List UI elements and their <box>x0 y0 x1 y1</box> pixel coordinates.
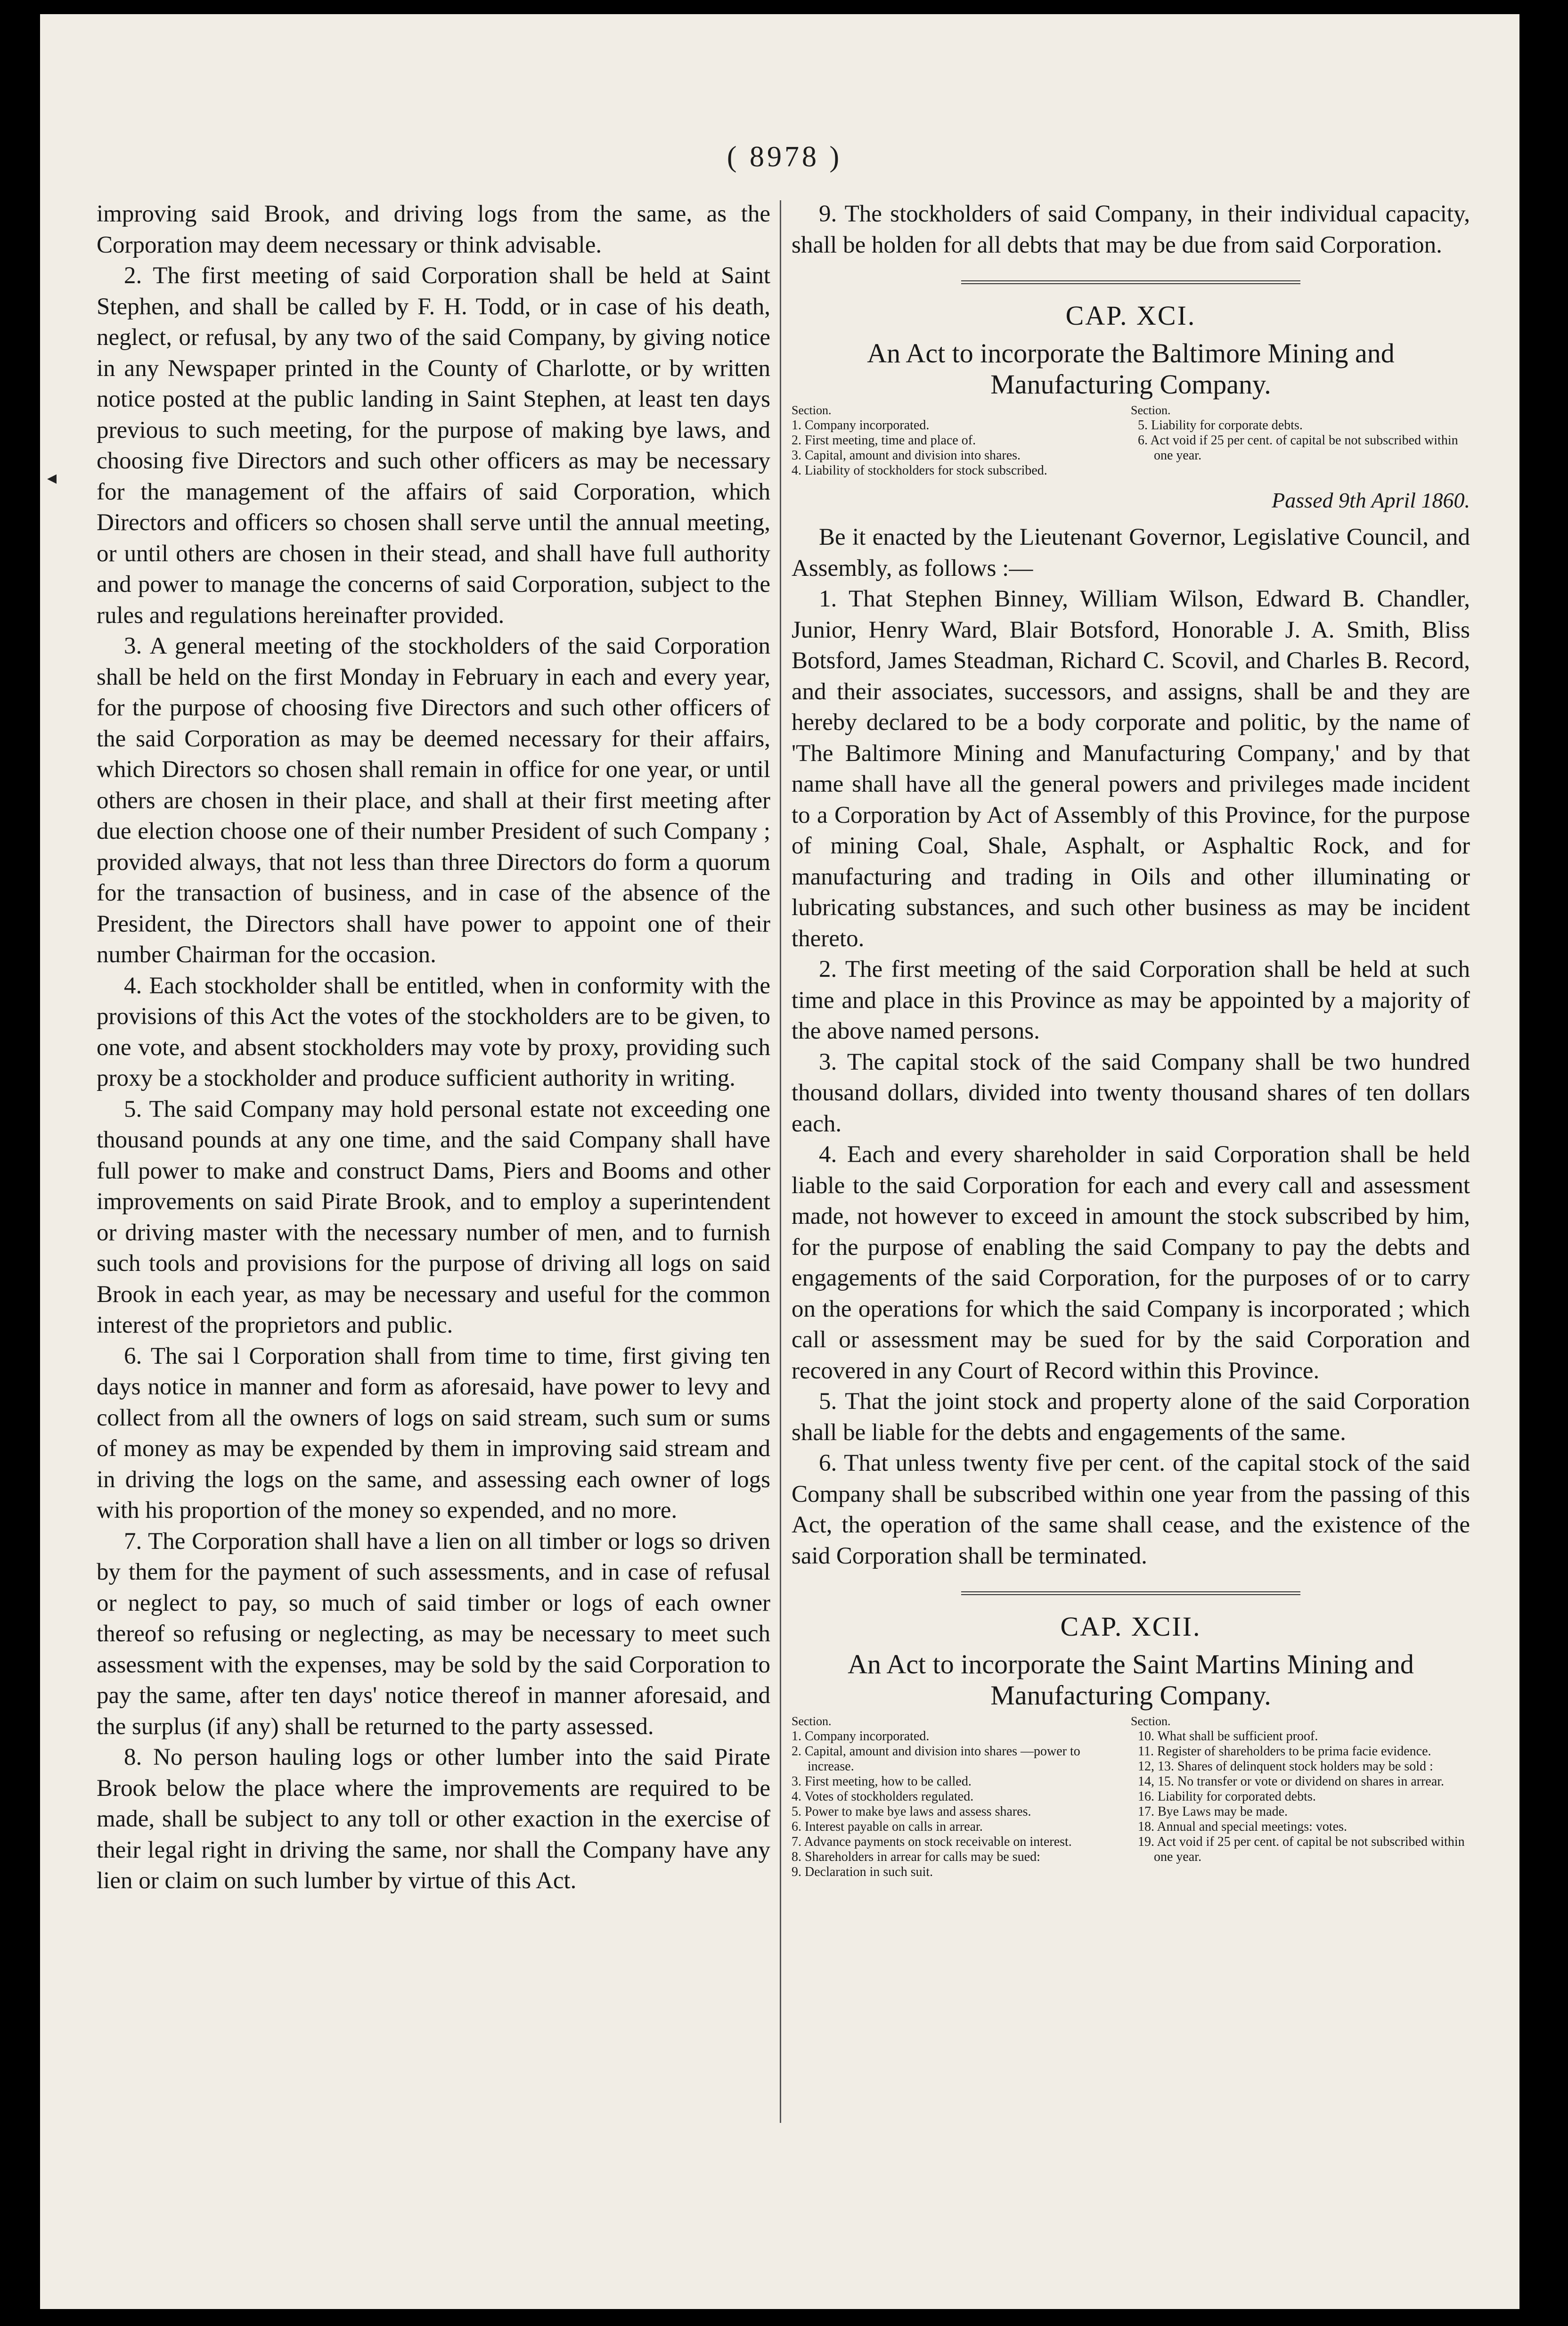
index-item: 2. Capital, amount and division into shares —power to increase. <box>792 1744 1080 1774</box>
cap-91-section-1: 1. That Stephen Binney, William Wilson, Edward B. Chandler, Junior, Henry Ward, Blair Botsford, Honorable J. A. Smith, Bliss Botsford, James Steadman, Richard C. Scovil, and Charles B. Record, and their associates, successors, and assigns, shall be and they are hereby declared to be a body corporate and politic, by the name of 'The Baltimore Mining and Manufacturing Company,' and by that name shall have all the general powers and privileges made incident to a Corporation by Act of Assembly of this Province, for the purpose of mining Coal, Shale, Asphalt, or Asphaltic Rock, and for manufacturing and trading in Oils and other illuminating or lubricating substances, and such other business as may be incident thereto. <box>792 586 1470 952</box>
index-item: 14, 15. No transfer or vote or dividend on shares in arrear. <box>1138 1774 1445 1789</box>
cap-92-index-left <box>792 1729 1124 1880</box>
cap-91-title: An Act to incorporate the Baltimore Mining and Manufacturing Company. <box>867 337 1395 400</box>
left-paragraph-1: improving said Brook, and driving logs from the same, as the Corporation may deem necessary or think advisable. <box>97 201 770 258</box>
index-item: 8. Shareholders in arrear for calls may be sued: <box>792 1849 1040 1864</box>
cap-92-index-labels <box>792 1714 1470 1729</box>
column-divider <box>780 200 781 2123</box>
index-item: 12, 13. Shares of delinquent stock holders may be sold : <box>1138 1759 1433 1774</box>
cap-92-title: An Act to incorporate the Saint Martins Mining and Manufacturing Company. <box>848 1648 1414 1711</box>
cap-91-index-right <box>1138 418 1470 478</box>
left-column <box>97 199 770 1897</box>
cap-91-section-3: 3. The capital stock of the said Company shall be two hundred thousand dollars, divided into twenty thousand shares of ten dollars each. <box>792 1048 1470 1137</box>
index-item: 5. Liability for corporate debts. <box>1138 418 1303 433</box>
index-item: 16. Liability for corporated debts. <box>1138 1789 1316 1804</box>
index-item: 3. First meeting, how to be called. <box>792 1774 972 1789</box>
cap-91-section-label-left: Section. <box>792 403 832 417</box>
cap-91-heading: CAP. XCI. <box>1065 300 1196 331</box>
index-item: 7. Advance payments on stock receivable on interest. <box>792 1834 1072 1849</box>
margin-mark: ◂ <box>47 467 57 488</box>
index-item: 4. Liability of stockholders for stock subscribed. <box>792 463 1047 478</box>
cap-91-passed-date: Passed 9th April 1860. <box>1272 488 1470 512</box>
cap-91-section-5: 5. That the joint stock and property alone of the said Corporation shall be liable for the debts and engagements of the same. <box>792 1388 1470 1446</box>
cap-91-index-left <box>792 418 1124 478</box>
left-paragraph-3: 3. A general meeting of the stockholders of the said Corporation shall be held on the first Monday in February in each and every year, for the purpose of choosing five Directors and such other officers of the said Corporation as may be deemed necessary for their affairs, which Directors so chosen shall remain in office for one year, or until others are chosen in their place, and shall at their first meeting after due election choose one of their number President of such Company ; provided always, that not less than three Directors do form a quorum for the transaction of business, and in case of the absence of the President, the Directors shall have power to appoint one of their number Chairman for the occasion. <box>97 633 770 968</box>
cap-91-section-4: 4. Each and every shareholder in said Corporation shall be held liable to the said Corporation for each and every call and assessment made, not however to exceed in amount the stock subscribed by him, for the purpose of enabling the said Company to pay the debts and engagements of the said Corporation, for the purposes of or to carry on the operations for which the said Company is incorporated ; which call or assessment may be sued for by the said Corporation and recovered in any Court of Record within this Province. <box>792 1141 1470 1384</box>
left-paragraph-2: 2. The first meeting of said Corporation shall be held at Saint Stephen, and shall be called by F. H. Todd, or in case of his death, neglect, or refusal, by any two of the said Company, by giving notice in any Newspaper printed in the County of Charlotte, or by written notice posted at the public landing in Saint Stephen, at least ten days previous to such meeting, for the purpose of making bye laws, and choosing five Directors and such other officers as may be necessary for the management of the affairs of said Corporation, which Directors and officers so chosen shall serve until the annual meeting, or until others are chosen in their stead, and shall have full authority and power to manage the concerns of said Corporation, subject to the rules and regulations hereinafter provided. <box>97 262 770 629</box>
index-item: 6. Act void if 25 per cent. of capital be not subscribed within one year. <box>1138 433 1458 463</box>
index-item: 1. Company incorporated. <box>792 418 930 433</box>
left-paragraph-7: 7. The Corporation shall have a lien on all timber or logs so driven by them for the payment of such assessments, and in case of refusal or neglect to pay, so much of said timber or logs of each owner thereof so refusing or neglecting, as may be necessary to meet such assessment with the expenses, may be sold by the said Corporation to pay the same, after ten days' notice thereof in manner aforesaid, and the surplus (if any) shall be returned to the party assessed. <box>97 1528 770 1740</box>
right-intro-section-9: 9. The stockholders of said Company, in their individual capacity, shall be holden for all debts that may be due from said Corporation. <box>792 201 1470 258</box>
left-paragraph-4: 4. Each stockholder shall be entitled, when in conformity with the provisions of this Act the votes of the stockholders are to be given, to one vote, and absent stockholders may vote by proxy, providing such proxy be a stockholder and produce sufficient authority in writing. <box>97 972 770 1091</box>
index-item: 5. Power to make bye laws and assess shares. <box>792 1804 1031 1819</box>
right-column <box>792 199 1470 1880</box>
index-item: 19. Act void if 25 per cent. of capital be not subscribed within one year. <box>1138 1834 1465 1864</box>
index-item: 17. Bye Laws may be made. <box>1138 1804 1288 1819</box>
cap-92-section-label-right: Section. <box>1131 1714 1171 1728</box>
cap-91-section-6: 6. That unless twenty five per cent. of the capital stock of the said Company shall be subscribed within one year from the passing of this Act, the operation of the same shall cease, and the existence of the said Corporation shall be terminated. <box>792 1450 1470 1569</box>
left-paragraph-6: 6. The sai l Corporation shall from time to time, first giving ten days notice in manner and form as aforesaid, have power to levy and collect from all the owners of logs on said stream, such sum or sums of money as may be expended by them in improving said stream and in driving the logs on the same, and assessing each owner of logs with his proportion of the money so expended, and no more. <box>97 1343 770 1523</box>
index-item: 3. Capital, amount and division into shares. <box>792 448 1021 463</box>
cap-91-index-labels <box>792 403 1470 418</box>
index-item: 18. Annual and special meetings: votes. <box>1138 1819 1348 1834</box>
left-paragraph-5: 5. The said Company may hold personal estate not exceeding one thousand pounds at any one time, and the said Company shall have full power to make and construct Dams, Piers and Booms and other improvements on said Pirate Brook, and to employ a superintendent or driving master with the necessary number of men, and to furnish such tools and provisions for the purpose of driving all logs on said Brook in each year, as may be necessary and useful for the common interest of the proprietors and public. <box>97 1096 770 1338</box>
left-paragraph-8: 8. No person hauling logs or other lumber into the said Pirate Brook below the place where the improvements are required to be made, shall be subject to any toll or other exaction in the exercise of their legal right in driving the same, nor shall the Company have any lien or claim on such lumber by virtue of this Act. <box>97 1744 770 1894</box>
cap-91-section-2: 2. The first meeting of the said Corporation shall be held at such time and place in this Province as may be appointed by a majority of the above named persons. <box>792 956 1470 1044</box>
section-rule <box>961 1591 1300 1595</box>
cap-91-section-label-right: Section. <box>1131 403 1171 417</box>
index-item: 9. Declaration in such suit. <box>792 1864 933 1879</box>
index-item: 6. Interest payable on calls in arrear. <box>792 1819 983 1834</box>
index-item: 4. Votes of stockholders regulated. <box>792 1789 974 1804</box>
index-item: 2. First meeting, time and place of. <box>792 433 976 448</box>
index-item: 10. What shall be sufficient proof. <box>1138 1728 1318 1744</box>
index-item: 1. Company incorporated. <box>792 1728 930 1744</box>
page-number: ( 8978 ) <box>727 141 842 173</box>
cap-92-index-right <box>1138 1729 1470 1880</box>
cap-92-index <box>792 1729 1470 1880</box>
section-rule <box>961 280 1300 284</box>
cap-91-enacting-clause: Be it enacted by the Lieutenant Governor, Legislative Council, and Assembly, as follows :— <box>792 524 1470 582</box>
cap-92-heading: CAP. XCII. <box>1060 1611 1201 1642</box>
index-item: 11. Register of shareholders to be prima facie evidence. <box>1138 1744 1431 1759</box>
cap-92-section-label-left: Section. <box>792 1714 832 1728</box>
cap-91-index <box>792 418 1470 478</box>
